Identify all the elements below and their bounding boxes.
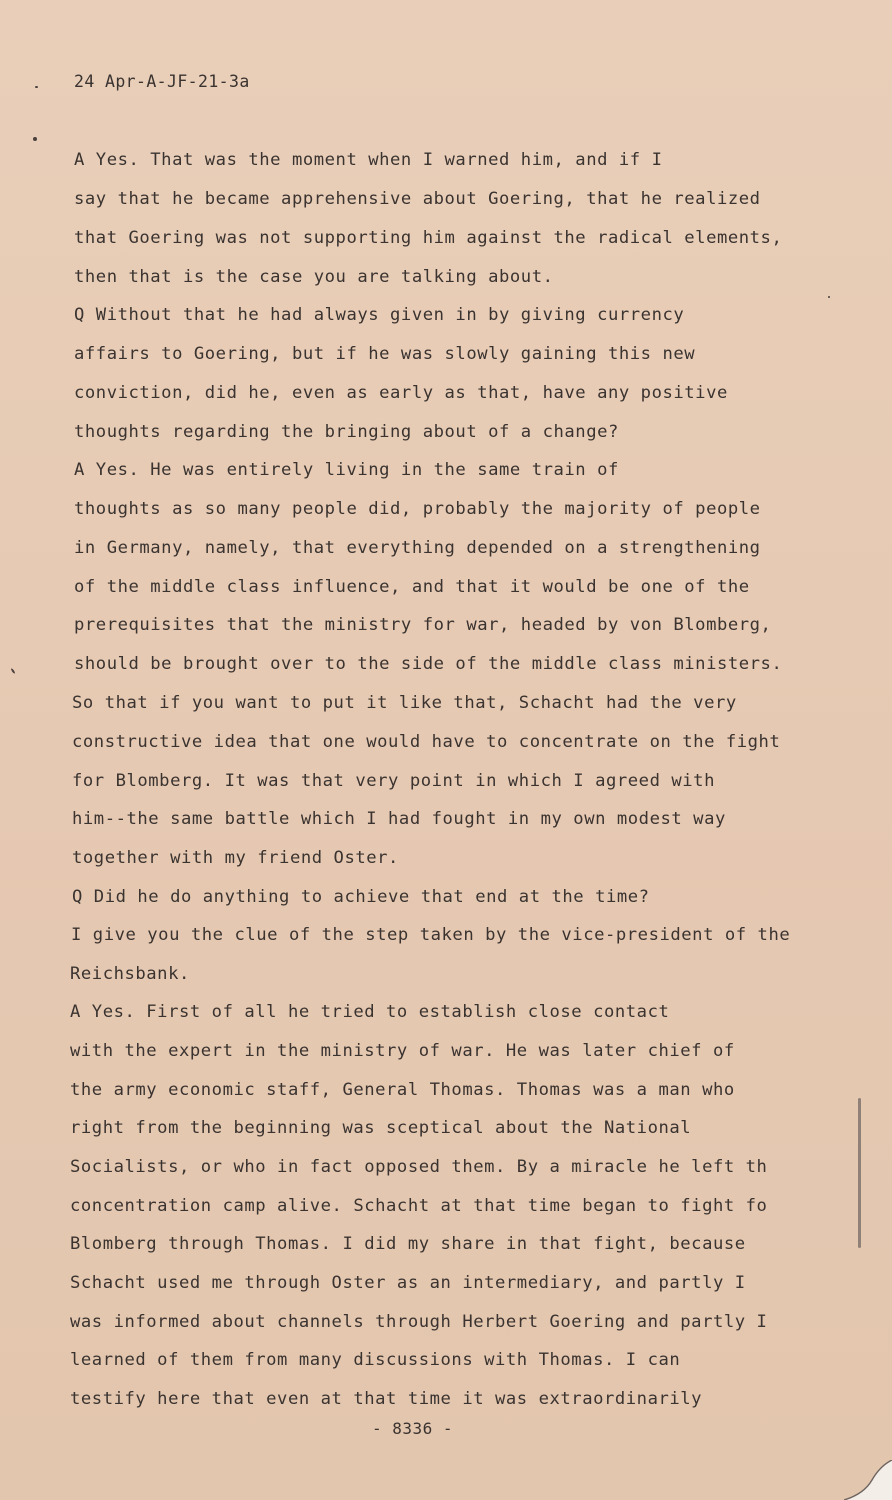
text-line: the army economic staff, General Thomas. Thomas was a man who <box>70 1080 735 1100</box>
text-line: learned of them from many discussions with Thomas. I can <box>70 1350 681 1370</box>
text-line: Socialists, or who in fact opposed them. By a miracle he left th <box>70 1157 768 1177</box>
text-line: thoughts as so many people did, probably the majority of people <box>74 499 761 519</box>
text-line: Q Without that he had always given in by giving currency <box>74 305 685 325</box>
text-line: was informed about channels through Herbert Goering and partly I <box>70 1312 768 1332</box>
text-line: right from the beginning was sceptical about the National <box>70 1118 692 1138</box>
text-line: that Goering was not supporting him against the radical elements, <box>74 228 783 248</box>
text-line: affairs to Goering, but if he was slowly gaining this new <box>74 344 696 364</box>
text-line: Schacht used me through Oster as an intermediary, and partly I <box>70 1273 746 1293</box>
text-line: A Yes. That was the moment when I warned him, and if I <box>74 150 663 170</box>
text-line: say that he became apprehensive about Goering, that he realized <box>74 189 761 209</box>
text-line: with the expert in the ministry of war. He was later chief of <box>70 1041 735 1061</box>
text-line: should be brought over to the side of the middle class ministers. <box>74 654 783 674</box>
text-line: concentration camp alive. Schacht at that time began to fight fo <box>70 1196 768 1216</box>
text-line: in Germany, namely, that everything depended on a strengthening <box>74 538 761 558</box>
text-line: him--the same battle which I had fought in my own modest way <box>72 809 726 829</box>
text-line: A Yes. He was entirely living in the same train of <box>74 460 619 480</box>
page-corner-curl <box>844 1460 892 1500</box>
text-line: I give you the clue of the step taken by the vice-president of the <box>71 925 791 945</box>
text-line: for Blomberg. It was that very point in which I agreed with <box>72 771 715 791</box>
text-line: testify here that even at that time it was extraordinarily <box>70 1389 703 1409</box>
text-line: conviction, did he, even as early as that, have any positive <box>74 383 728 403</box>
margin-pencil-mark <box>858 1098 861 1248</box>
text-line: then that is the case you are talking about. <box>74 267 554 287</box>
text-line: of the middle class influence, and that it would be one of the <box>74 577 750 597</box>
text-line: prerequisites that the ministry for war, headed by von Blomberg, <box>74 615 772 635</box>
text-line: constructive idea that one would have to concentrate on the fight <box>72 732 781 752</box>
text-line: A Yes. First of all he tried to establish close contact <box>70 1002 670 1022</box>
page-number: - 8336 - <box>372 1419 454 1438</box>
text-line: together with my friend Oster. <box>72 848 399 868</box>
text-line: Reichsbank. <box>70 964 190 984</box>
text-line: Blomberg through Thomas. I did my share in that fight, because <box>70 1234 746 1254</box>
text-line: Q Did he do anything to achieve that end at the time? <box>72 887 650 907</box>
text-line: So that if you want to put it like that, Schacht had the very <box>72 693 737 713</box>
document-header: 24 Apr-A-JF-21-3a <box>74 72 250 91</box>
text-line: thoughts regarding the bringing about of a change? <box>74 422 619 442</box>
